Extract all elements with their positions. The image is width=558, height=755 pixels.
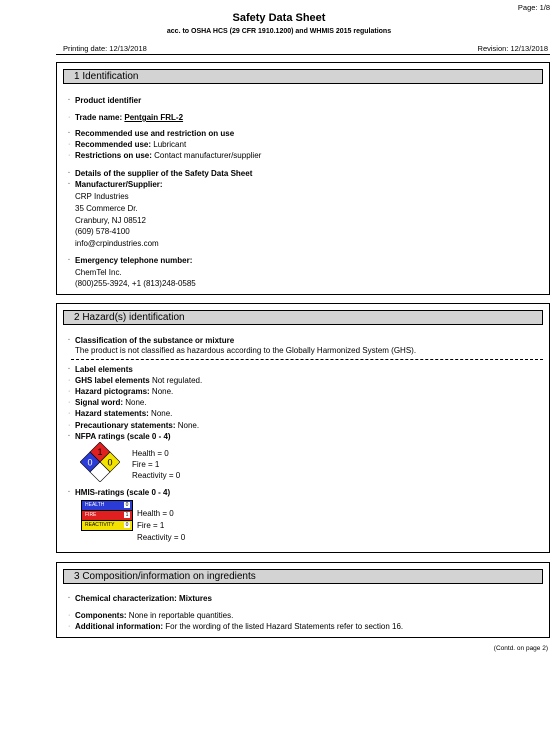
dashed-divider bbox=[71, 359, 543, 360]
hmis-reactivity-text: Reactivity = 0 bbox=[137, 533, 186, 542]
printing-date: Printing date: 12/13/2018 bbox=[63, 44, 147, 53]
section-3-heading: 3 Composition/information on ingredients bbox=[63, 569, 543, 584]
chemical-characterization: · Chemical characterization: Mixtures bbox=[68, 594, 212, 603]
address-line-1: CRP Industries bbox=[75, 192, 129, 201]
product-identifier-heading: · Product identifier bbox=[68, 96, 142, 105]
emergency-provider: ChemTel Inc. bbox=[75, 268, 122, 277]
ghs-line: · GHS label elements Not regulated. bbox=[68, 376, 203, 385]
section-1-heading: 1 Identification bbox=[63, 69, 543, 84]
supplier-heading: · Details of the supplier of the Safety Data Sheet bbox=[68, 169, 253, 178]
hazard-statements-line: · Hazard statements: None. bbox=[68, 409, 173, 418]
nfpa-heading: · NFPA ratings (scale 0 - 4) bbox=[68, 432, 171, 441]
precautionary-line: · Precautionary statements: None. bbox=[68, 421, 200, 430]
document-subtitle: acc. to OSHA HCS (29 CFR 1910.1200) and WHMIS 2015 regulations bbox=[166, 28, 392, 35]
hmis-fire-text: Fire = 1 bbox=[137, 521, 165, 530]
address-line-2: 35 Commerce Dr. bbox=[75, 204, 138, 213]
hmis-fire-row: FIRE 1 bbox=[81, 510, 133, 521]
emergency-label: · Emergency telephone number: bbox=[68, 256, 193, 265]
hmis-health-text: Health = 0 bbox=[137, 509, 174, 518]
address-phone: (609) 578-4100 bbox=[75, 227, 130, 236]
section-2-heading: 2 Hazard(s) identification bbox=[63, 310, 543, 325]
nfpa-reactivity-text: Reactivity = 0 bbox=[132, 471, 181, 480]
emergency-numbers: (800)255-3924, +1 (813)248-0585 bbox=[75, 279, 196, 288]
classification-text: The product is not classified as hazardous according to the Globally Harmonized System (GHS). bbox=[75, 346, 417, 355]
signal-word-line: · Signal word: None. bbox=[68, 398, 147, 407]
document-title: Safety Data Sheet bbox=[232, 12, 326, 24]
nfpa-reactivity-value: 0 bbox=[107, 457, 113, 468]
section-identification bbox=[56, 62, 550, 295]
recommended-use-line: · Recommended use: Lubricant bbox=[68, 140, 187, 149]
nfpa-health-text: Health = 0 bbox=[132, 449, 169, 458]
trade-name-value: Pentgain FRL-2 bbox=[124, 113, 184, 122]
label-elements-heading: · Label elements bbox=[68, 365, 133, 374]
continued-note: (Contd. on page 2) bbox=[493, 645, 548, 652]
page-number: Page: 1/8 bbox=[517, 3, 550, 12]
revision-date: Revision: 12/13/2018 bbox=[477, 44, 548, 53]
section-hazards bbox=[56, 303, 550, 553]
nfpa-fire-value: 1 bbox=[97, 447, 103, 457]
manufacturer-label: · Manufacturer/Supplier: bbox=[68, 180, 163, 189]
nfpa-fire-text: Fire = 1 bbox=[132, 460, 160, 469]
address-email: info@crpindustries.com bbox=[75, 239, 159, 248]
components-line: · Components: None in reportable quantities. bbox=[68, 611, 234, 620]
recommended-use-heading: · Recommended use and restriction on use bbox=[68, 129, 235, 138]
restrictions-line: · Restrictions on use: Contact manufacturer/supplier bbox=[68, 151, 262, 160]
hmis-label-icon bbox=[81, 501, 133, 531]
address-line-3: Cranbury, NJ 08512 bbox=[75, 216, 146, 225]
section-composition bbox=[56, 562, 550, 638]
nfpa-diamond-icon bbox=[80, 442, 120, 482]
pictograms-line: · Hazard pictograms: None. bbox=[68, 387, 174, 396]
nfpa-health-value: 0 bbox=[87, 457, 93, 468]
hmis-heading: · HMIS-ratings (scale 0 - 4) bbox=[68, 488, 171, 497]
trade-name-line: · Trade name: Pentgain FRL-2 bbox=[68, 113, 184, 122]
hmis-health-row: HEALTH 0 bbox=[81, 500, 133, 511]
header-rule bbox=[56, 54, 550, 55]
classification-heading: · Classification of the substance or mixture bbox=[68, 336, 235, 345]
additional-info-line: · Additional information: For the wording of the listed Hazard Statements refer to section 16. bbox=[68, 622, 404, 631]
hmis-reactivity-row: REACTIVITY 0 bbox=[81, 520, 133, 531]
